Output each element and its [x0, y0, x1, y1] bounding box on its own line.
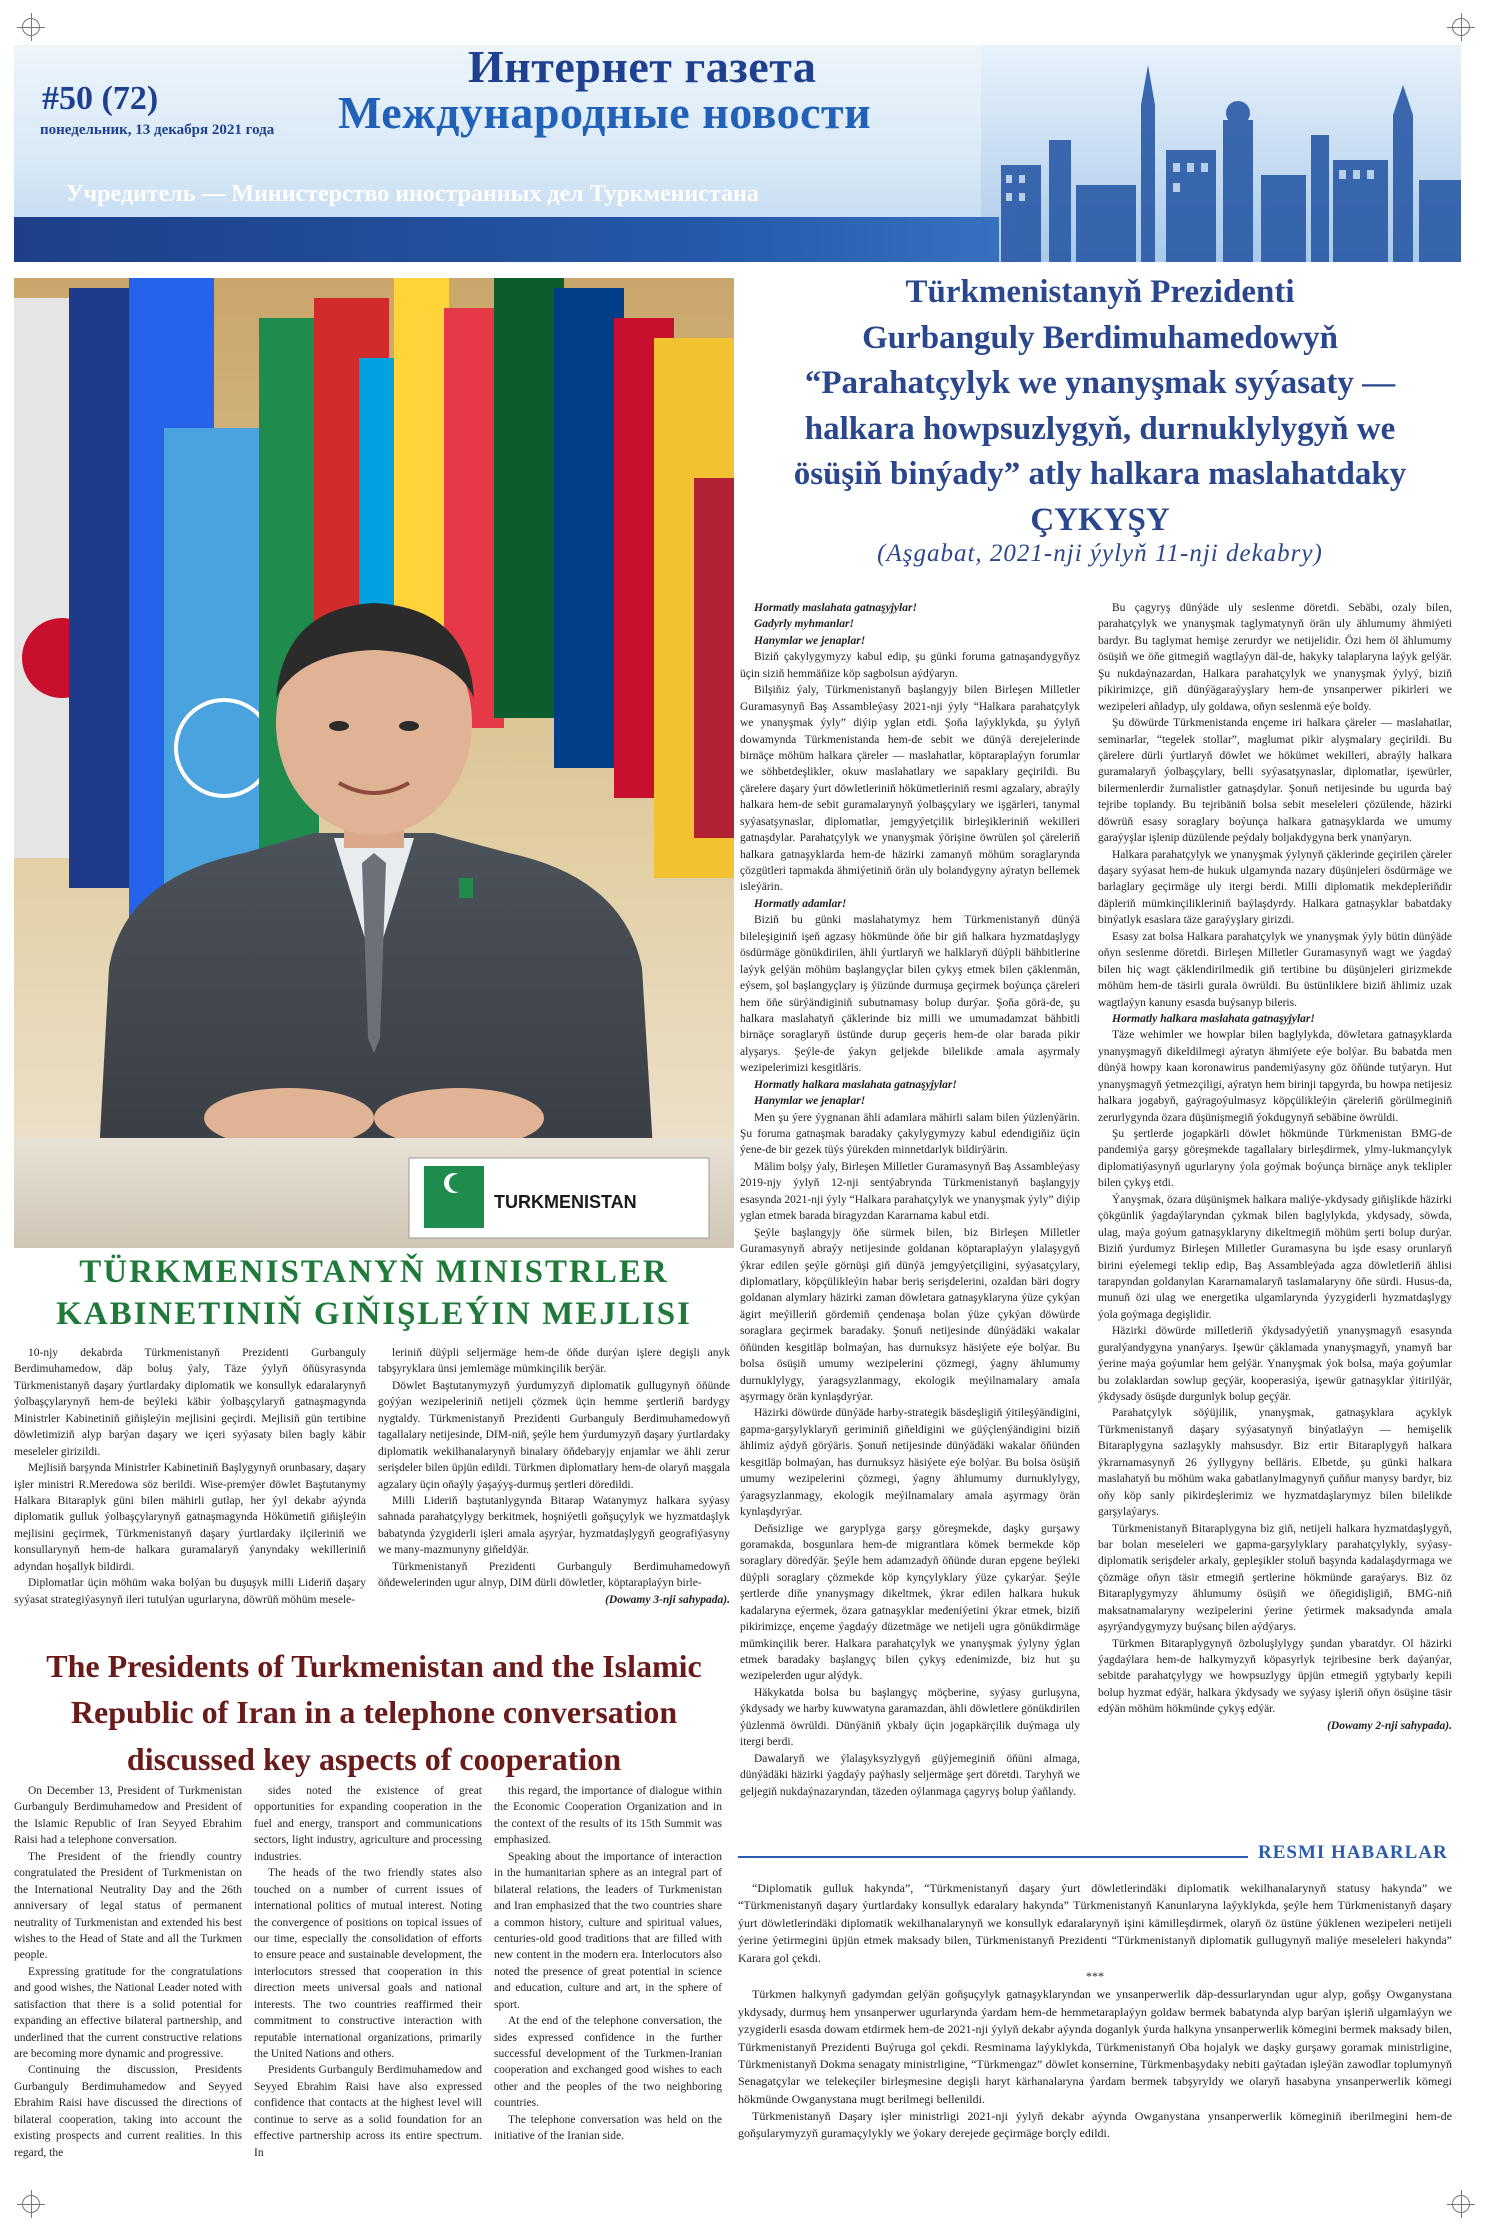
paragraph: Continuing the discussion, Presidents Gurbanguly Berdimuhamedow and Seyyed Ebrahim Raisi have discussed the directions of bilateral cooperation, taking into account the existing prospects and current realities. In this regard, the — [14, 2064, 242, 2159]
iran-article-column — [14, 1783, 242, 2183]
lead-article-column — [1098, 600, 1452, 1830]
issue-number: #50 (72) — [42, 80, 159, 117]
headline-line: ÇYKYŞY — [1030, 501, 1170, 538]
paragraph: Türkmenistanyň Bitaraplygyna biz giň, netijeli halkara hyzmatdaşlygyň, bar bolan meseleleri we gapma-garşylyklary parahatçylykly, syýasy-diplomatik serişdeler arkaly, gepleşikler stoluň başynda kadalaşdyrmaga we çözmäge oňyn täsir etmegiň şertlerine hökmünde garaýarys. Biz öz Bitaraplygymyzy ählumumy ösüşiň we öňegidişligiň, BMG-niň maksatnamalaryny wezipelerini ýerine ýetirmek maksadynda amala aşyrýandygymyzy buýsanç bilen aýdýarys. — [1098, 1522, 1452, 1634]
crop-mark — [1452, 2195, 1470, 2213]
salutation: Gadyrly myhmanlar! — [754, 618, 854, 631]
paragraph: Parahatçylyk söýüjilik, ynanyşmak, gatnaşyklara açyklyk Türkmenistanyň daşary syýasatynyň binýatlaýyn — hemişelik Bitaraplygyna sazlaşykly mahsusdyr. Biz ertir Bitaraplygyň halkara ýkrarnamasynyň 26 ýyllygyny belläris. Elbetde, şu günki halkara maslahatyň bu möhüm waka gabatlanylmagynyň çuňňur manysy bardyr, biz oňy köp sanly pikirdeşlerimiz we hyzmatdaşlarymyz bilen bilelikde garşylaýarys. — [1098, 1407, 1452, 1519]
paragraph: Mejlisiň barşynda Ministrler Kabinetiniň Başlygynyň orunbasary, daşary işler ministri R.Meredowa söz berildi. Wise-premýer döwlet Baştutanymy Halkara Bitaraplyk güni bilen mähirli gutlap, her ýyl dekabr aýynda diplomatik gulluk ýolbaşçylarynyň gatnaşmagynda Hökümetiň giňişleýin mejlisini geçirmek, Türkmenistanyň daşary ýurtlardaky ilçileriniň we konsullarynyň hem-de halkara guramalaryň ýanyndaky wekilleriniň adyndan hoşallyk bildirdi. — [14, 1462, 366, 1573]
paragraph: sides noted the existence of great opportunities for expanding cooperation in the fuel and energy, transport and communications sectors, light industry, agriculture and processing industries. — [254, 1785, 482, 1863]
resmi-habarlar-text — [738, 1880, 1452, 2185]
salutation: Hanymlar we jenaplar! — [754, 1095, 866, 1108]
headline-line: ösüşiň binýady” atly halkara maslahatdaky — [793, 456, 1407, 493]
paragraph: Biziň çakylygymyzy kabul edip, şu günki foruma gatnaşandygyňyz üçin siziň hemmäňize köp sagbolsun aýdýaryn. — [740, 651, 1080, 680]
paragraph: Häzirki döwürde milletleriň ýkdysadyýetiň ynanyşmagyň esasynda guralýandygyna ynanýarys. Işewür çäklamada ynanyşmagyň, ynamyň bar ýerine maýa goýumlar hem gelýär. Ynanyşmak ýok bolsa, maýa goýumlar bu zolaklardan sowlup geçýär, kooperasiýa, işewür gatnaşyklar ýitirilýär, ýkdysady ösüşde durgunlyk bolup geçýär. — [1098, 1325, 1452, 1403]
continuation-note: (Dowamy 2-nji sahypada). — [1327, 1719, 1452, 1732]
paragraph: Türkmenistanyň Daşary işler ministrligi 2021-nji ýylyň dekabr aýynda Owganystana ynsanperwerlik kömeginiň iberilmegini hem-de goňşularymyzyň guramaçylykly we ýokary derejede geçirmäge borçly edildi. — [738, 2109, 1452, 2141]
paragraph: Häzirki döwürde dünýäde harby-strategik bäsdeşligiň ýitileşýändigini, gapma-garşylyklaryň geriminiň giňeldigini we güýçlenýändigini biziň ählimiz aýdyň görýäris. Şonuň netijesinde dünýädäki wakalar öňünden kesgitläp bolmaýan, has durnuksyz häsiýete eýe bolýar. Bu bolsa ösüşiň umumy wezipelerini çözmegi, ýagny ählumumy durnuklylygy, ýaragsyzlanmagy, ekologik meýilnamalary amala aşyrmagy örän kynlaşdyrýar. — [740, 1407, 1080, 1519]
section-divider — [738, 1856, 1248, 1858]
paragraph: Şeýle başlangyjy öňe sürmek bilen, biz Birleşen Milletler Guramasynyň abraýy netijesinde goldanan köptaraplaýyn ylalaşygyň ýkrar edilen şeýle görnüşi giň dünýä jemgyýetçiligini, syýasatçylary, diplomatlary, köpçülikleýin habar beriş serişdelerini, ozaldan bäri dogry goldanan alymlary häzirki zaman döwletara gatnaşyklaryna ýüze çykýan ägirt meýilleriň gördemiň çendenaşa bolan ýüze çykýan döwürde soraglara geçirmek baradaky. Şonuň netijesinde dünýädäki wakalar öňünden kesgitläp bolmaýan, has durnuksyz häsiýete eýe bolýar. Bu bolsa ösüşiň umumy wezipelerini çözmegi, ýagny ählumumy durnuklylygy, ýaragsyzlanmagy, ekologik meýilnamalary amala aşyrmagy örän kynlaşdyrýar. — [740, 1226, 1080, 1403]
paragraph: Mälim bolşy ýaly, Birleşen Milletler Guramasynyň Baş Assambleýasy 2019-njy ýylyň 12-nji sentýabrynda Türkmenistanyň başlangyjy esasynda 2021-nji ýyly “Halkara parahatçylyk we ynanyşmak ýyly” diýip yglan etmek barada biragyzdan Kararnama kabul etdi. — [740, 1160, 1080, 1223]
lead-article-column — [740, 600, 1080, 1830]
paragraph: The telephone conversation was held on the initiative of the Iranian side. — [494, 2113, 722, 2143]
paragraph: “Diplomatik gulluk hakynda”, “Türkmenistanyň daşary ýurt döwletlerindäki diplomatik wekilhanalarynyň statusy hakynda” we “Türkmenistanyň daşary ýurtlardaky konsullyk edaralary hakynda” Türkmenistanyň Kanunlaryna laýyklykda, şeýle hem Türkmenistanyň daşary ýurt döwletlerindäki diplomatik wekilhanalarynyň we konsullyk edaralarynyň işini kämilleşdirmek, olaryň öz üstüne ýüklenen wezipeleri netijeli ýerine ýetirmegini üpjün etmek maksady bilen, Türkmenistanyň Prezidenti “Türkmenistanyň diplomatik gullugynyň maliýe meseleleri hakynda” Karara gol çekdi. — [738, 1881, 1452, 1965]
lead-headline — [740, 270, 1460, 543]
crop-mark — [22, 2195, 40, 2213]
paragraph: Diplomatlar üçin möhüm waka bolýan bu duşuşyk milli Lideriň daşary syýasat strategiýasynyň ileri tutulýan ugurlaryna, döwrüň möhüm mesele- — [14, 1577, 366, 1606]
paragraph: Esasy zat bolsa Halkara parahatçylyk we ynanyşmak ýyly bütin dünýäde oňyn seslenme döretdi. Birleşen Milletler Guramasynyň wagt we ýagdaý bilen hiç wagt çäklendirilmedik giň tertibine bu düşünjeleri girizmekde möhüm hem-de täsirli gurala öwrüldi. Bu üstünliklere biziň ählimiz uzak wagtlaýyn kanuny esasda buýsanyp bileris. — [1098, 930, 1452, 1009]
paragraph: Dawalaryň we ýlalaşyksyzlygyň güýjemeginiň öňüni almaga, dünýädäki häzirki ýagdaýy paýhasly seljermäge şert döretdi. Taryhyň we geljegiň nukdaýnazaryndan, täzeden oýlanmaga çagyryş bolup ýaňlandy. — [740, 1752, 1080, 1798]
paragraph: Bilşiňiz ýaly, Türkmenistanyň başlangyjy bilen Birleşen Milletler Guramasynyň Baş Assambleýasy 2021-nji ýyly “Halkara parahatçylyk we ynanyşmak ýyly” diýip yglan etdi. Şoňa laýyklykda, şu ýylyň dowamynda Türkmenistanda hem-de sebit we dünýä derejelerinde birnäçe möhüm halkara çäreler — maslahatlar, köptaraplaýyn forumlar we söhbetdeşlikler, okuw maslahatlary we sapaklary geçirildi. Bu çärelere daşary ýurt döwletleriniň hökümetleriniň resmi agzalary, abraýly halkara hem-de sebit guramalarynyň ýolbaşçylary we işgärleri, tanymal syýasatşynaslar, diplomatlar, jemgyýetçilik birleşikleriniň wekilleri gatnaşdylar. Parahatçylyk we ynanyşmak ýörişine öwrülen şol çäreleriň halkara gatnaşyklarda hem-de häzirki zamanyň möhüm soraglarynda çözgütleri tapmakda ähmiýetiniň örän uly bolandygyny aýratyn bellemek isleýärin. — [740, 684, 1080, 894]
paragraph: The heads of the two friendly states also touched on a number of current issues of international politics of mutual interest. Noting the convergence of positions on topical issues of our time, especially the consolidation of efforts to ensure peace and sustainable development, the interlocutors stressed that cooperation in this direction meets universal goals and national interests. The two countries reaffirmed their commitment to constructive interaction with reputable international organizations, primarily the United Nations and others. — [254, 1867, 482, 2060]
newspaper-title-line1: Интернет газета — [468, 41, 817, 92]
headline-line: KABINETINIŇ GIŇIŞLEÝIN MEJLISI — [56, 1295, 692, 1332]
paragraph: 10-njy dekabrda Türkmenistanyň Prezidenti Gurbanguly Berdimuhamedow, däp boluş ýaly, Täze ýylyň öňüsyrasynda Türkmenistanyň daşary ýurtlardaky diplomatik we konsullyk edaralarynyň ýolbaşçylarynyň hem-de beýleki käbir ýolbaşçylaryň gatnaşmagynda Ministrler Kabinetiniň giňişleýin mejlisini geçirdi. Mejlisiň gün tertibine döwletimiziň alyp barýan daşary we içeri syýasaty bilen bagly käbir meseleler girizildi. — [14, 1347, 366, 1458]
paragraph: Häkykatda bolsa bu başlangyç möçberine, syýasy gurluşyna, ýkdysady we harby kuwwatyna garamazdan, ähli döwletlere gönükdirilen ýüzlenmä öwrüldi. Dünýäniň ykbaly üçin jogapkärçilik duýmaga uly itergi berdi. — [740, 1686, 1080, 1749]
salutation: Hormatly maslahata gatnaşyjylar! — [754, 602, 917, 614]
paragraph: Halkara parahatçylyk we ynanyşmak ýylynyň çäklerinde geçirilen çäreler daşary syýasat hem-de hukuk ulgamynda nazary düşünjeleri ösdürmäge we barlaglary geçirmäge uly itergi berdi. Milli diplomatik mekdepleriňdir däpleriň mümkinçilikleriniň baýlaşdyrdy. Halkara gatnaşyklar babatdaky binýatlyk esaslara täze garaýyşlary girizdi. — [1098, 848, 1452, 927]
crop-mark — [1452, 18, 1470, 36]
paragraph: Şu şertlerde jogapkärli döwlet hökmünde Türkmenistan BMG-de pandemiýa garşy göreşmekde tagallalary birleşdirmek, ylmy-lukmançylyk diplomatiýasynyň ugurlaryny ýola goýmak boýunça birnäçe anyk teklipler bilen çykyş etdi. — [1098, 1128, 1452, 1190]
issue-date: понедельник, 13 декабря 2021 года — [40, 122, 275, 138]
salutation: Hormatly adamlar! — [754, 897, 847, 910]
paragraph: The President of the friendly country congratulated the President of Turkmenistan on the International Neutrality Day and the 26th anniversary of legal status of permanent neutrality of Turkmenistan and extended his best wishes to the Head of State and all the Turkmen people. — [14, 1850, 242, 1962]
headline-line: discussed key aspects of cooperation — [126, 1740, 622, 1777]
salutation: Hormatly halkara maslahata gatnaşyjylar! — [1112, 1012, 1315, 1025]
paragraph: Ýanyşmak, özara düşünişmek halkara maliýe-ykdysady giňişlikde häzirki çökgünlik ýagdaýlaryndan çykmak bilen baglylykda, ykdysady, söwda, ulag, maýa goýum gatnaşyklaryny dikeltmegiň möhüm şerti bolup durýar. Biziň ýurdumyz Birleşen Milletler Guramasyna bu işde esasy orunlaryň birini eýelemegi teklip edip, Baş Assambleýada agza döwletleriň ählisi tarapyndan goldanylan Kararnamalaryň taslamalaryny öňe sürdi. Husus-da, munuň özi ulag we energetika ulgamlarynda ýyzygiderli hyzmatdaşlygy ýola goýmaga degişlidir. — [1098, 1193, 1452, 1321]
paragraph: Täze wehimler we howplar bilen baglylykda, döwletara gatnaşyklarda ynanyşmagyň dikeldilmegi aýratyn ähmiýete eýe bolýar. Bu babatda men dünýä howpy kaan koronawirus pandemiýasyny göz öňünde tutýaryn. Hut ynanyşmagyň ýetmezçiligi, aýratyn hem birinji tapgyrda, bu howpa netijesiz halkara jogabyň, gaýragoýulmasyz köpçülikleýin çäreleriň görülmeginiň zerurlygynda özara düşünişmegiň ýokdugynyň sebäbine öwrüldi. — [1098, 1029, 1452, 1124]
salutation: Hormatly halkara maslahata gatnaşyjylar! — [754, 1078, 957, 1091]
headline-line: halkara howpsuzlygyň, durnuklylygyň we — [804, 410, 1396, 447]
founder-bar — [14, 217, 999, 262]
president-photo — [14, 278, 734, 1248]
lead-dateline: (Aşgabat, 2021-nji ýylyň 11-nji dekabry) — [877, 540, 1323, 567]
cabinet-article-column — [378, 1345, 730, 1635]
section-heading-resmi-habarlar: RESMI HABARLAR — [1258, 1842, 1448, 1863]
paragraph: Bu çagyryş dünýäde uly seslenme döretdi. Sebäbi, ozaly bilen, parahatçylyk we ynanyşmak taglymatynyň örän uly ählumumy ähmiýeti bardyr. Bu taglymat hemişe zerurdyr we netijelidir. Özi hem öl ählumumy ösüşiň we öňe gitmegiň wagtlaýyn däl-de, hakyky talaplaryna laýyk gelýär. Şu nukdaýnazardan, Halkara parahatçylyk we ynanyşmak ýylyý, biziň pikirimizçe, giň dünýägaraýyşlary hem-de ynsanperwer pikirleri we wezipeleri añladyp, uly goldawa, oňyn seslenmä eýe boldy. — [1098, 602, 1452, 713]
headline-line: Gurbanguly Berdimuhamedowyň — [862, 319, 1338, 356]
paragraph: Döwlet Baştutanymyzyň ýurdumyzyň diplomatik gullugynyň öňünde goýýan wezipeleriniň netijeli çözmek üçin hemme şertleriň bardygy nygtaldy. Türkmenistanyň Prezidenti Gurbanguly Berdimuhamedowyň tagallalary netijesinde, DIM-niň, şeýle hem ýurdumyzyň daşary ýurtlardaky diplomatik wekilhanalarynyň binalary öňdebaryjy enjamlar we ähli zerur serişdeler bilen üpjün edildi. Türkmen diplomatlary hem-de olaryň maşgala agzalary üçin oňaýly ýaşaýyş-durmuş şertleri döredildi. — [378, 1379, 730, 1491]
paragraph: Şu döwürde Türkmenistanda ençeme iri halkara çäreler — maslahatlar, seminarlar, “tegelek stollar”, maglumat pikir alyşmalary geçirildi. Bu çärelere dürli ýurtlaryň döwlet we hökümet wekilleri, abraýly halkara guramalaryň ýolbaşçylary, belli syýasatşynaslar, diplomatlar, işewürler, bilermenlerdir žurnalistler gatnaşdylar. Şonuň netijesinde bu ugurda baý tejribe toplandy. Bu tejribäniň bolsa sebit meseleleri çözülende, häzirki döwrüň esasy soraglary boýunça halkara gatnaşyklarda we umumy garaýyşlar işlenip düzülende peýdaly boljakdygyna berk ynanýaryn. — [1098, 717, 1452, 845]
paragraph: On December 13, President of Turkmenistan Gurbanguly Berdimuhamedow and President of the Islamic Republic of Iran Seyyed Ebrahim Raisi had a telephone conversation. — [14, 1785, 242, 1847]
paragraph: Deňsizlige we garyplyga garşy göreşmekde, daşky gurşawy goramakda, bosgunlara hem-de migrantlara kömek bermekde köp soraglary döredýär. Şeýle hem adamzadyň öňünde duran epgene beýleki düýpli soraglary çözmekde köp kynçylyklary ýüze çykarýar. Şeýle şertlerde diňe ynanyşmagy dikeltmek, ýkrar edilen halkara hukuk kadalaryna eýermek, özara gatnaşyklar medeniýetini ýkrar etmek, biziň pikirimizçe, ençeme ýagdaýy düzetmäge we netijeli ugra gönükdirmäge mümkinçilik berer. Halkara parahatçylyk we ynanyşmak ýylyny ýglan etmek baradaky başlangyç bilen çykyş edenimizde, biz hut şu wezipelerden ugur alýdyk. — [740, 1522, 1080, 1683]
cabinet-headline — [14, 1252, 734, 1336]
headline-line: TÜRKMENISTANYŇ MINISTRLER — [79, 1254, 669, 1290]
crop-mark — [22, 18, 40, 36]
paragraph: *** — [1086, 1968, 1104, 1983]
paragraph: leriniň düýpli seljermäge hem-de öňde durýan işlere degişli anyk tabşyryklara ünsi jemlemäge mümkinçilik berýär. — [378, 1347, 730, 1376]
paragraph: this regard, the importance of dialogue within the Economic Cooperation Organization and in the context of the results of its 15th Summit was emphasized. — [494, 1785, 722, 1847]
cabinet-article-column — [14, 1345, 366, 1635]
iran-headline — [14, 1643, 734, 1782]
nameplate-text: TURKMENISTAN — [494, 1192, 637, 1212]
iran-article-column — [254, 1783, 482, 2183]
paragraph: Türkmenistanyň Prezidenti Gurbanguly Berdimuhamedowyň öňdewelerinden ugur alnyp, DIM dürli döwletler, köptaraplaýyn birle- — [378, 1560, 730, 1590]
paragraph: At the end of the telephone conversation, the sides expressed confidence in the further successful development of the Turkmen-Iranian cooperation and exchanged good wishes to each other and the peoples of the two neighboring countries. — [494, 2015, 722, 2110]
headline-line: Türkmenistanyň Prezidenti — [905, 274, 1295, 310]
founder-line: Учредитель — Министерство иностранных дел Туркменистана — [66, 181, 759, 207]
salutation: Hanymlar we jenaplar! — [754, 634, 866, 647]
headline-line: The Presidents of Turkmenistan and the Islamic — [46, 1648, 702, 1684]
paragraph: Presidents Gurbanguly Berdimuhamedow and Seyyed Ebrahim Raisi have also expressed confidence that contacts at the highest level will continue to serve as a solid foundation for an effective partnership across its entire spectrum. In — [254, 2064, 482, 2159]
paragraph: Expressing gratitude for the congratulations and good wishes, the National Leader noted with satisfaction that there is a solid potential for expanding an effective bilateral partnership, and underlined that the current constructive relations are becoming more dynamic and progressive. — [14, 1965, 242, 2060]
iran-article-column — [494, 1783, 722, 2183]
headline-line: Republic of Iran in a telephone conversation — [70, 1694, 678, 1731]
paragraph: Türkmen Bitaraplygynyň özboluşlylygy şundan ybaratdyr. Ol häzirki ýagdaýlara hem-de halkymyzyň köpasyrlyk tejribesine berk daýanýar, sebitde parahatçylygy we howpsuzlygy üpjün etmegiň ygtybarly kepili bolup hyzmat edýär, halkara ýkdysady we syýasy işleriň oňyn ösüşine täsir edýän möhüm hökmünde çykyş edýär. — [1098, 1637, 1452, 1716]
newspaper-title-line2: Международные новости — [338, 87, 872, 138]
continuation-note: (Dowamy 3-nji sahypada). — [605, 1593, 730, 1606]
paragraph: Biziň bu günki maslahatymyz hem Türkmenistanyň dünýä bileleşiginiň işeň agzasy hökmünde öňe bir giň halkara hyzmatdaşlygy ösdürmäge gönükdirilen, ähli ýurtlaryň we halklaryň düýpli bähbitlerine laýyk gelýän möhüm başlangyçlar bilen çykyş etmek bilen çäklenmän, eýsem, şol başlangyçlary iş ýüzünde durmuşa geçirmek boýunça çäreleri hem öňe sürýändiginiň subutnamasy bolup durýar. Şoňa görä-de, şu halkara maslahatyň çäklerinde biz milli we umumadamzat bähbitli birnäçe soraglaryň üstünde durup geçeris hem-de olar barada pikir alyşarys. Şeýle-de ýakyn geljekde bilelikde amala aşyrmaly wezipelerimizi kesgitläris. — [740, 914, 1080, 1075]
paragraph: Türkmen halkynyň gadymdan gelýän goňşuçylyk gatnaşyklaryndan we ynsanperwerlik däp-dessurlaryndan ugur alyp, goňşy Owganystana ykdysady, durmuş hem ynsanperwer ugurlarynda ýardam hem-de hemmetaraplaýyn goldaw bermek babatynda alyp barýan işleriň ulgamlaýyn we yzygiderli esasda dowam etdirmek hem-de 2021-nji ýylyň dekabr aýynda doganlyk ýurda halkyna ynsanperwerlik kömegini bermek maksady bilen, Türkmenistanyň Prezidenti Buýruga gol çekdi. Resminama laýyklykda, Türkmenistanyň Oba hojalyk we daşky gurşawy goramak ministrligine, Türkmenistanyň Dokma senagaty ministrligine, “Türkmengaz” döwlet konsernine, Türkmenbaşydaky nebiti gaýtadan işleýän zawodlar toplumynyň Senagatçylar we telekeçiler birleşmesine degişli haryt kärhanalaryna ýardam bermek tabşyryldy we olaryň hasabyna ynsanperwerlik kömegi hökmünde Owganystana mugt berilmegi bellenildi. — [738, 1987, 1452, 2106]
paragraph: Men şu ýere ýygnanan ähli adamlara mähirli salam bilen ýüzlenýärin. Şu foruma gatnaşmak baradaky çakylygymyzy kabul edendigiňiz üçin ýene-de bir gezek tüýs ýürekden minnetdarlyk bildirýärin. — [740, 1111, 1080, 1157]
headline-line: “Parahatçylyk we ynanyşmak syýasaty — — [804, 365, 1396, 402]
paragraph: Milli Lideriň baştutanlygynda Bitarap Watanymyz halkara syýasy sahnada parahatçylygy berkitmek, hoşniýetli goňşuçylyk we hyzmatdaşlyk babatynda ýzygiderli işleri amala aşyrýar, hyzmatdaşlygyň geografiýasyny we many-mazmunyny giňeldýär. — [378, 1494, 730, 1557]
president-photo-illustration — [14, 278, 734, 1248]
paragraph: Speaking about the importance of interaction in the humanitarian sphere as an integral part of bilateral relations, the leaders of Turkmenistan and Iran emphasized that the two countries share a common history, culture and spiritual values, centuries-old good traditions that are filled with new content in the modern era. Interlocutors also noted the presence of great potential in science and education, culture and art, in the sphere of sport. — [494, 1850, 722, 2011]
ashgabat-skyline-illustration — [981, 45, 1461, 262]
